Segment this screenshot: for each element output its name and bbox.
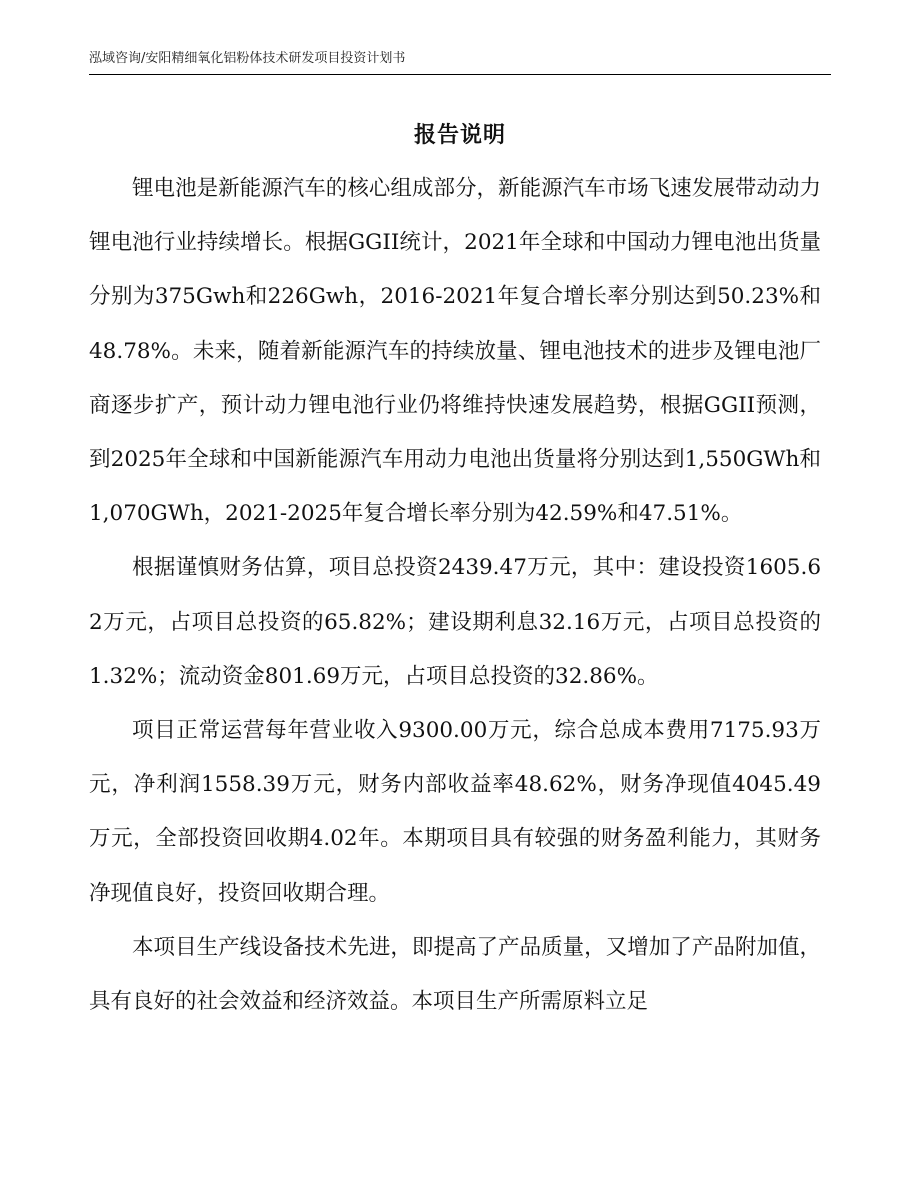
report-body <box>89 162 821 1029</box>
paragraph-investment-estimate: 根据谨慎财务估算，项目总投资2439.47万元，其中：建设投资1605.62万元，占项目总投资的65.82%；建设期利息32.16万元，占项目总投资的1.32%；流动资金801.69万元，占项目总投资的32.86%。 <box>89 555 821 689</box>
paragraph-market-background: 锂电池是新能源汽车的核心组成部分，新能源汽车市场飞速发展带动动力锂电池行业持续增长。根据GGII统计，2021年全球和中国动力锂电池出货量分别为375Gwh和226Gwh，2016-2021年复合增长率分别达到50.23%和48.78%。未来，随着新能源汽车的持续放量、锂电池技术的进步及锂电池厂商逐步扩产，预计动力锂电池行业仍将维持快速发展趋势，根据GGII预测，到2025年全球和中国新能源汽车用动力电池出货量将分别达到1,550GWh和1,070GWh，2021-2025年复合增长率分别为42.59%和47.51%。 <box>89 176 821 527</box>
paragraph-benefits: 本项目生产线设备技术先进，即提高了产品质量，又增加了产品附加值，具有良好的社会效益和经济效益。本项目生产所需原料立足 <box>89 934 821 1015</box>
paragraph-financial-returns: 项目正常运营每年营业收入9300.00万元，综合总成本费用7175.93万元，净利润1558.39万元，财务内部收益率48.62%，财务净现值4045.49万元，全部投资回收期4.02年。本期项目具有较强的财务盈利能力，其财务净现值良好，投资回收期合理。 <box>89 718 821 906</box>
running-header: 泓域咨询/安阳精细氧化铝粉体技术研发项目投资计划书 <box>89 51 406 66</box>
header-divider <box>89 74 831 75</box>
section-title: 报告说明 <box>413 122 506 148</box>
